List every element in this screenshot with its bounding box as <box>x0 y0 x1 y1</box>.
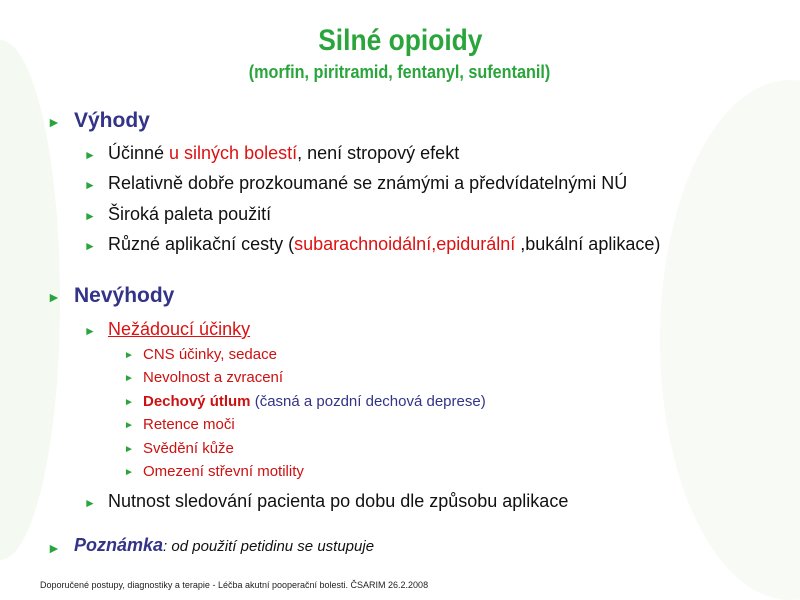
triangle-bullet-icon: ► <box>47 540 61 556</box>
triangle-bullet-icon: ► <box>84 496 96 510</box>
advantage-item-2: Relativně dobře prozkoumané se známými a předvídatelnými NÚ <box>108 173 628 193</box>
triangle-bullet-icon: ► <box>124 350 134 361</box>
side-effect-3-detail: (časná a pozdní dechová deprese) <box>250 393 486 410</box>
triangle-bullet-icon: ► <box>47 114 61 130</box>
subtitle-text: (morfin, piritramid, fentanyl, sufentanil) <box>249 62 551 82</box>
triangle-bullet-icon: ► <box>84 324 96 338</box>
advantage-item-4-highlight: subarachnoidální,epidurální <box>294 234 516 254</box>
advantage-item-4 <box>108 234 660 255</box>
advantage-item-4-a: Různé aplikační cesty ( <box>108 234 295 254</box>
note-label: Poznámka <box>74 535 164 555</box>
side-effect-1: CNS účinky, sedace <box>143 346 277 363</box>
triangle-bullet-icon: ► <box>84 148 96 162</box>
note <box>74 535 374 556</box>
monitoring-item: Nutnost sledování pacienta po dobu dle způsobu aplikace <box>108 491 569 511</box>
note-colon: : <box>163 538 168 555</box>
advantage-item-1-c: , není stropový efekt <box>297 143 460 163</box>
slide-subtitle <box>0 62 800 83</box>
side-effects-label: Nežádoucí účinky <box>108 319 251 339</box>
triangle-bullet-icon: ► <box>124 467 134 478</box>
advantage-item-4-c: ,bukální aplikace) <box>515 234 661 254</box>
side-effect-3 <box>143 393 486 410</box>
triangle-bullet-icon: ► <box>47 289 61 305</box>
side-effect-2: Nevolnost a zvracení <box>143 369 284 386</box>
triangle-bullet-icon: ► <box>124 373 134 384</box>
side-effect-5: Svědění kůže <box>143 440 234 457</box>
triangle-bullet-icon: ► <box>124 397 134 408</box>
slide-title <box>0 24 800 58</box>
triangle-bullet-icon: ► <box>84 239 96 253</box>
side-effect-3-main: Dechový útlum <box>143 393 251 410</box>
triangle-bullet-icon: ► <box>124 444 134 455</box>
disadvantages-heading: Nevýhody <box>74 284 175 307</box>
advantage-item-3: Široká paleta použití <box>108 204 272 224</box>
triangle-bullet-icon: ► <box>84 178 96 192</box>
triangle-bullet-icon: ► <box>124 420 134 431</box>
advantage-item-1-a: Účinné <box>108 143 170 163</box>
title-text: Silné opioidy <box>317 24 483 57</box>
advantage-item-1-highlight: u silných bolestí <box>169 143 298 163</box>
side-effect-4: Retence moči <box>143 416 235 433</box>
background-decoration-right <box>660 80 800 600</box>
note-text: od použití petidinu se ustupuje <box>167 538 375 555</box>
side-effect-6: Omezení střevní motility <box>143 463 304 480</box>
advantages-heading: Výhody <box>74 109 150 132</box>
triangle-bullet-icon: ► <box>84 209 96 223</box>
footer-citation: Doporučené postupy, diagnostiky a terapie - Léčba akutní pooperační bolesti. ČSARIM 26.2.2008 <box>40 580 429 590</box>
advantage-item-1 <box>108 143 459 164</box>
